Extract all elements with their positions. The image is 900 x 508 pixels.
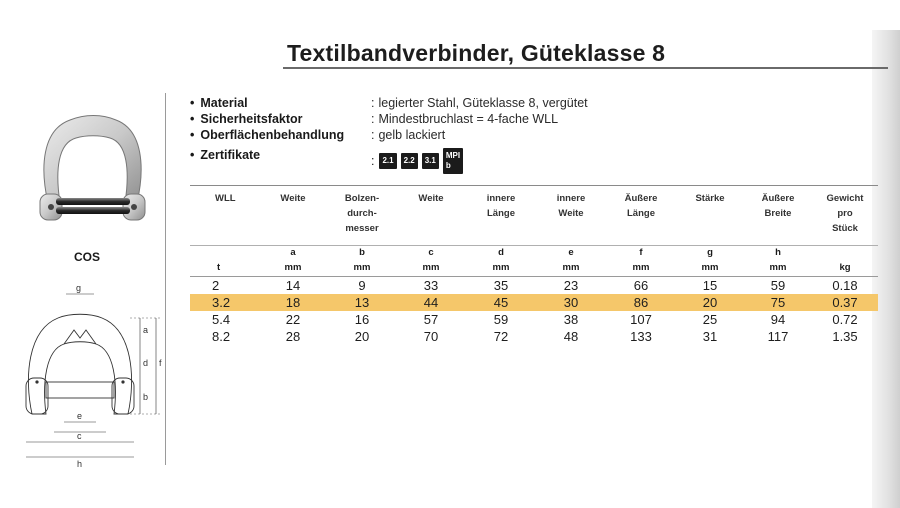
column-header-line: Weite	[418, 193, 444, 204]
table-cell: 38	[563, 312, 579, 327]
column-header	[606, 186, 676, 246]
column-header	[812, 186, 878, 246]
table-cell: 66	[633, 278, 649, 293]
page-title: Textilbandverbinder, Güteklasse 8	[287, 40, 666, 66]
column-header-line: Stück	[832, 223, 858, 234]
column-header	[536, 186, 606, 246]
table-row	[190, 311, 878, 328]
column-header	[396, 186, 466, 246]
table-cell: 0.37	[812, 294, 878, 311]
table-cell: 22	[285, 312, 301, 327]
table-cell: 18	[258, 294, 328, 311]
dim-label-a: a	[143, 325, 149, 335]
table-cell: 86	[606, 294, 676, 311]
cert-badge-2-1: 2.1	[379, 153, 396, 169]
cert-badge-3-1: 3.1	[422, 153, 439, 169]
dim-label-d: d	[143, 358, 149, 368]
dim-label-b: b	[143, 392, 149, 402]
certificate-badges: : 2.1 2.2 3.1 MPI b	[371, 148, 467, 174]
dim-label-h: h	[77, 459, 83, 469]
dimension-symbol	[812, 246, 878, 261]
table-cell: 20	[676, 294, 744, 311]
dimension-symbol: c	[428, 247, 434, 258]
table-cell: 1.35	[832, 329, 858, 344]
table-cell: 25	[702, 312, 718, 327]
column-header-line: Stärke	[695, 193, 725, 204]
column-header-line: Weite	[558, 208, 584, 219]
table-cell: 31	[702, 329, 718, 344]
dimension-symbol: d	[498, 247, 504, 258]
table-cell: 15	[702, 278, 718, 293]
column-header-line: Länge	[487, 208, 515, 219]
column-header-line: Gewicht	[826, 193, 864, 204]
dimension-symbol: b	[359, 247, 365, 258]
table-cell: 59	[770, 278, 786, 293]
table-cell: 20	[354, 329, 370, 344]
column-header	[328, 186, 396, 246]
table-row	[190, 328, 878, 345]
dim-label-e: e	[77, 411, 83, 421]
table-cell: 48	[563, 329, 579, 344]
table-cell: 0.72	[832, 312, 858, 327]
table-cell: 72	[493, 329, 509, 344]
unit-cell: mm	[328, 260, 396, 277]
unit-cell: mm	[676, 260, 744, 277]
column-header-line: Äußere	[624, 193, 658, 204]
title-divider	[283, 67, 888, 69]
dim-label-f: f	[159, 358, 162, 368]
table-cell: 70	[423, 329, 439, 344]
table-cell: 3.2	[190, 294, 258, 311]
table-cell: 13	[328, 294, 396, 311]
dimension-symbol: a	[290, 247, 296, 258]
spec-table	[190, 185, 878, 347]
table-cell: 45	[466, 294, 536, 311]
table-cell: 14	[285, 278, 301, 293]
dimension-symbol: e	[568, 247, 574, 258]
table-cell: 59	[493, 312, 509, 327]
table-cell: 23	[563, 278, 579, 293]
table-cell: 9	[358, 278, 366, 293]
column-header	[190, 186, 258, 246]
table-cell: 35	[493, 278, 509, 293]
column-header	[258, 186, 328, 246]
table-row	[190, 294, 878, 311]
table-cell: 16	[354, 312, 370, 327]
dimension-symbol: g	[707, 247, 713, 258]
dim-label-c: c	[77, 431, 82, 441]
table-cell: 8.2	[212, 329, 231, 344]
technical-drawing	[10, 282, 170, 472]
unit-cell: mm	[744, 260, 812, 277]
unit-cell: mm	[606, 260, 676, 277]
table-cell: 107	[630, 312, 652, 327]
column-header-line: Breite	[764, 208, 792, 219]
cert-badge-mpi: MPI b	[443, 148, 463, 174]
table-cell: 117	[767, 329, 789, 344]
column-header-line: innere	[556, 193, 586, 204]
table-cell: 33	[423, 278, 439, 293]
column-header-line: durch-	[347, 208, 377, 219]
dimension-symbol	[190, 246, 258, 261]
column-header-line: Bolzen-	[344, 193, 380, 204]
column-header-line: pro	[837, 208, 853, 219]
table-cell: 2	[212, 278, 220, 293]
table-cell: 94	[770, 312, 786, 327]
cert-badge-2-2: 2.2	[401, 153, 418, 169]
column-header-line: Weite	[280, 193, 306, 204]
unit-cell: kg	[812, 260, 878, 277]
table-cell: 0.18	[832, 278, 858, 293]
table-cell: 133	[630, 329, 652, 344]
column-header	[744, 186, 812, 246]
table-cell: 57	[423, 312, 439, 327]
unit-cell: t	[190, 260, 258, 277]
unit-cell: mm	[396, 260, 466, 277]
dim-label-g: g	[76, 283, 82, 293]
column-header-line: WLL	[215, 193, 236, 204]
unit-cell: mm	[536, 260, 606, 277]
column-header-line: Länge	[627, 208, 655, 219]
table-cell: 44	[396, 294, 466, 311]
shackle-photo	[30, 108, 155, 238]
unit-cell: mm	[466, 260, 536, 277]
column-header	[676, 186, 744, 246]
table-cell: 28	[285, 329, 301, 344]
table-cell: 30	[536, 294, 606, 311]
column-header-line: messer	[345, 223, 379, 234]
unit-cell: mm	[258, 260, 328, 277]
product-code: COS	[74, 250, 101, 264]
column-header-line: Äußere	[761, 193, 795, 204]
column-header-line: innere	[486, 193, 516, 204]
table-row	[190, 277, 878, 295]
column-header	[466, 186, 536, 246]
table-cell: 5.4	[212, 312, 231, 327]
page-edge-top	[872, 0, 900, 30]
table-cell: 75	[744, 294, 812, 311]
dimension-symbol: f	[639, 247, 643, 258]
dimension-symbol: h	[775, 247, 781, 258]
